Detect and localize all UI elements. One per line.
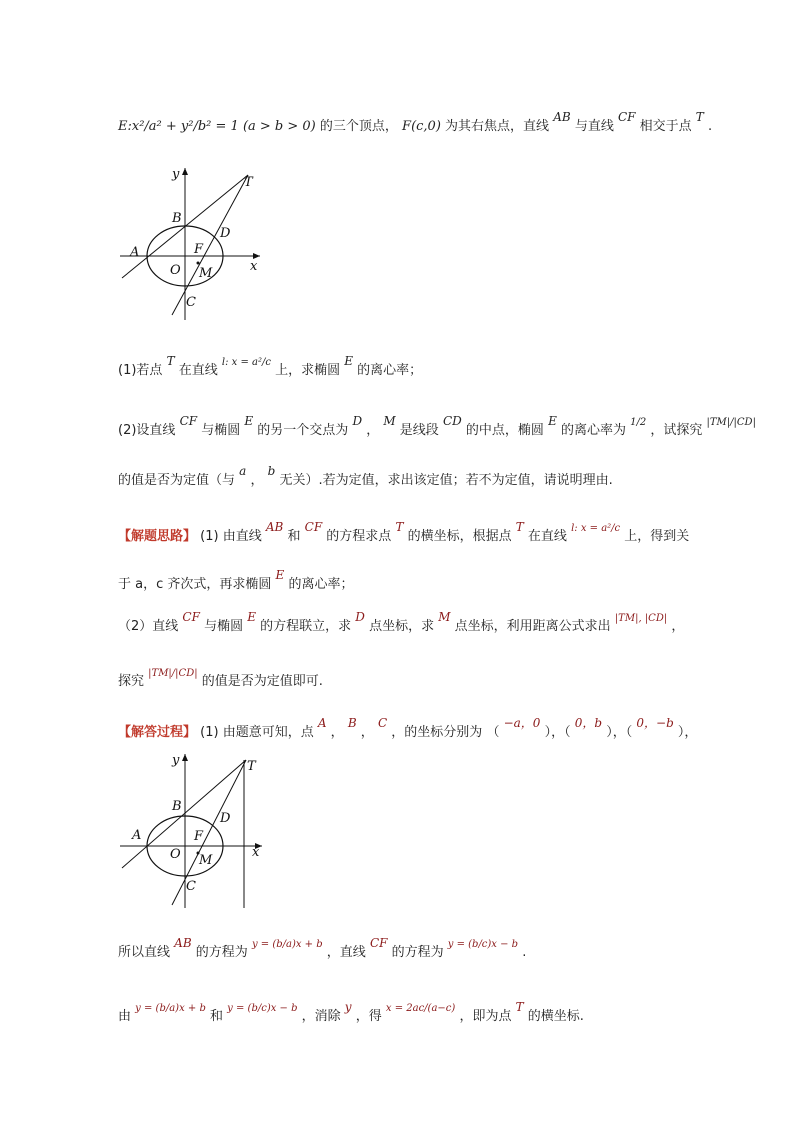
fig2-B-label: B — [172, 799, 182, 814]
fig2-M-label: M — [199, 853, 213, 868]
fig1-A-label: A — [130, 245, 140, 260]
fig1-O-label: O — [170, 263, 181, 278]
solution-idea-tag: 【解题思路】 — [118, 529, 197, 544]
problem-intro-line: E:x²/a² + y²/b² = 1 (a > b > 0) 的三个顶点， F(c,0) 为其右焦点，直线 AB 与直线 CF 相交于点 T . — [118, 110, 713, 134]
fig2-T-label: T — [247, 759, 256, 774]
fig1-C-label: C — [186, 295, 196, 310]
fig2-F-label: F — [194, 829, 204, 844]
figure-ellipse-1 — [110, 160, 270, 325]
solution-idea-2-cont: 探究 $^{|TM|/|CD|}$ 的值是否为定值即可. — [118, 668, 323, 689]
solution-idea-2: （2）直线 CF 与椭圆 E 的方程联立，求 D 点坐标，求 M 点坐标，利用距离公式求出 $^{|TM|, |CD|}$ ， — [118, 610, 685, 634]
fig1-T-label: T — [244, 175, 253, 190]
fig2-C-label: C — [186, 879, 196, 894]
fig1-y-label: y — [172, 167, 180, 182]
fig2-A-label: A — [132, 828, 142, 843]
question-1: (1)若点 T 在直线 $^{l: x = a^2/c}$ 上，求椭圆 E 的离心率； — [118, 354, 423, 378]
solution-process-1: 【解答过程】 (1) 由题意可知，点 A ， B ， C ，的坐标分别为 （ −a，0 ），（ 0，b ），（ 0，−b ）， — [118, 716, 698, 740]
focus-point: F(c,0) — [402, 119, 441, 134]
solution-process-tag: 【解答过程】 — [118, 725, 197, 740]
fig2-O-label: O — [170, 847, 181, 862]
figure-ellipse-2 — [110, 748, 275, 913]
fig1-x-label: x — [250, 259, 258, 274]
fig1-B-label: B — [172, 211, 182, 226]
line-equations: 所以直线 AB 的方程为 $^{y = (b/a)x + b}$ ，直线 CF 的方程为 $^{y = (b/c)x - b}$ . — [118, 936, 527, 960]
question-2-cont: 的值是否为定值（与 a ， b 无关）.若为定值，求出该定值；若不为定值，请说明理由. — [118, 464, 613, 488]
solution-idea-1-cont: 于 a，c 齐次式，再求椭圆 E 的离心率； — [118, 568, 354, 592]
question-2: (2)设直线 CF 与椭圆 E 的另一个交点为 D ， M 是线段 CD 的中点，椭圆 E 的离心率为 $^{1/2}$ ，试探究 $^{|TM|/|CD|}$ — [118, 414, 756, 438]
ellipse-equation: E:x²/a² + y²/b² = 1 (a > b > 0) — [118, 119, 316, 134]
fig2-x-label: x — [252, 845, 260, 860]
fig1-M-label: M — [199, 266, 213, 281]
solve-equations-line: 由 $^{y = (b/a)x + b}$ 和 $^{y = (b/c)x - b}$ ，消除 y ，得 $^{x = 2ac/(a-c)}$ ，即为点 T 的横坐标. — [118, 1000, 584, 1024]
solution-idea-1: 【解题思路】 (1) 由直线 AB 和 CF 的方程求点 T 的横坐标，根据点 T 在直线 $^{l: x = a^2/c}$ 上，得到关 — [118, 520, 690, 544]
fig1-F-label: F — [194, 242, 204, 257]
fig2-y-label: y — [172, 753, 180, 768]
fig2-D-label: D — [220, 811, 231, 826]
fig1-D-label: D — [220, 226, 231, 241]
